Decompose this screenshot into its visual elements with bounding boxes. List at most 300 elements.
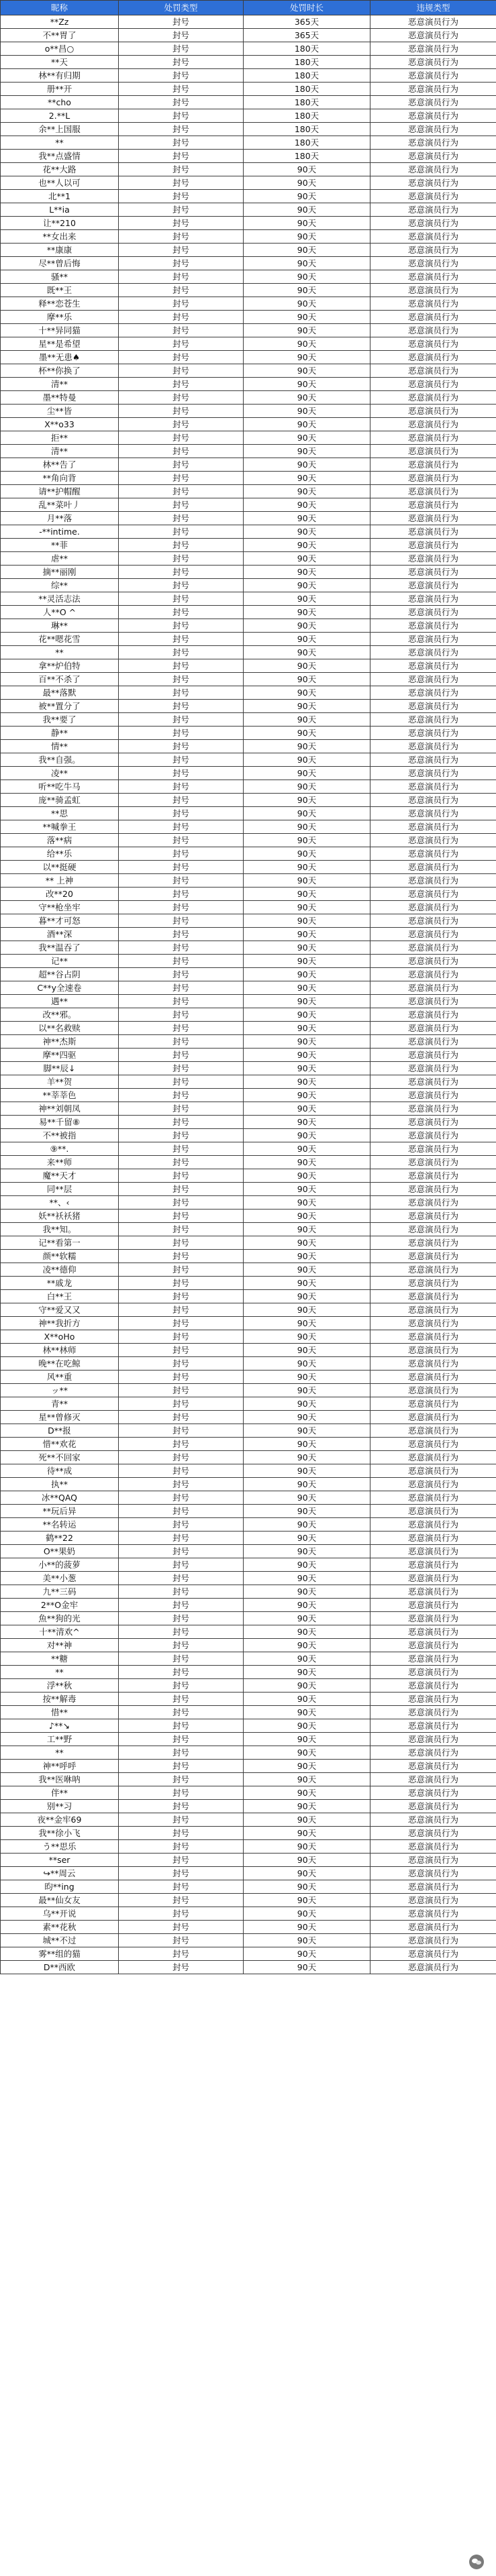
cell-nickname: **cho [1,96,119,109]
table-row [1,418,496,431]
cell-penalty-duration: 90天 [244,673,370,686]
cell-nickname: ** [1,136,119,150]
cell-penalty-type: 封号 [119,1303,244,1317]
cell-nickname: ** [1,646,119,659]
cell-penalty-type: 封号 [119,364,244,378]
cell-penalty-duration: 90天 [244,1907,370,1921]
table-row [1,995,496,1008]
cell-nickname: 骚** [1,270,119,284]
cell-penalty-duration: 90天 [244,512,370,525]
cell-penalty-duration: 90天 [244,659,370,673]
cell-penalty-type: 封号 [119,646,244,659]
cell-penalty-type: 封号 [119,1599,244,1612]
cell-nickname: 拒** [1,431,119,445]
cell-nickname: 凌** [1,767,119,780]
cell-penalty-duration: 90天 [244,646,370,659]
table-row [1,1813,496,1827]
table-row [1,1706,496,1719]
cell-violation-type: 恶意演员行为 [370,1639,496,1652]
cell-penalty-type: 封号 [119,579,244,592]
table-row [1,525,496,539]
table-row [1,445,496,458]
cell-violation-type: 恶意演员行为 [370,1102,496,1116]
cell-violation-type: 恶意演员行为 [370,311,496,324]
cell-penalty-type: 封号 [119,633,244,646]
cell-penalty-type: 封号 [119,713,244,727]
cell-penalty-duration: 90天 [244,968,370,981]
table-row [1,1652,496,1666]
cell-nickname: 晚**在吃鲸 [1,1357,119,1371]
cell-penalty-type: 封号 [119,1854,244,1867]
cell-nickname: **思 [1,807,119,820]
cell-violation-type: 恶意演员行为 [370,1196,496,1210]
cell-violation-type: 恶意演员行为 [370,1746,496,1760]
cell-penalty-duration: 90天 [244,1719,370,1733]
cell-nickname: 十**异同猫 [1,324,119,337]
table-row [1,69,496,83]
cell-penalty-duration: 90天 [244,1424,370,1438]
cell-penalty-duration: 90天 [244,995,370,1008]
cell-violation-type: 恶意演员行为 [370,351,496,364]
cell-penalty-duration: 90天 [244,592,370,606]
cell-penalty-type: 封号 [119,378,244,391]
cell-penalty-type: 封号 [119,418,244,431]
cell-nickname: 同**层 [1,1183,119,1196]
cell-penalty-type: 封号 [119,1344,244,1357]
cell-nickname: **天 [1,56,119,69]
cell-penalty-type: 封号 [119,1062,244,1075]
cell-penalty-duration: 180天 [244,96,370,109]
cell-nickname: **玩后异 [1,1505,119,1518]
table-row [1,1961,496,1974]
cell-penalty-type: 封号 [119,391,244,405]
table-row [1,1518,496,1532]
cell-nickname: 遇** [1,995,119,1008]
table-row [1,566,496,579]
cell-penalty-duration: 90天 [244,753,370,767]
cell-penalty-duration: 90天 [244,606,370,619]
cell-violation-type: 恶意演员行为 [370,1491,496,1505]
cell-nickname: 夜**金牢69 [1,1813,119,1827]
header-nickname: 昵称 [1,1,119,15]
cell-penalty-type: 封号 [119,351,244,364]
cell-penalty-type: 封号 [119,1008,244,1022]
cell-penalty-type: 封号 [119,1934,244,1947]
cell-violation-type: 恶意演员行为 [370,42,496,56]
cell-nickname: 美**小葱 [1,1572,119,1585]
cell-nickname: 十**清欢^ [1,1625,119,1639]
cell-penalty-duration: 90天 [244,203,370,217]
cell-nickname: ッ** [1,1384,119,1397]
cell-penalty-duration: 90天 [244,378,370,391]
table-row [1,458,496,472]
cell-nickname: 落**病 [1,834,119,847]
cell-penalty-duration: 90天 [244,458,370,472]
cell-violation-type: 恶意演员行为 [370,1008,496,1022]
cell-violation-type: 恶意演员行为 [370,1558,496,1572]
cell-nickname: 庞**骑孟虹 [1,794,119,807]
cell-penalty-duration: 90天 [244,834,370,847]
cell-violation-type: 恶意演员行为 [370,15,496,29]
cell-penalty-duration: 90天 [244,1290,370,1303]
table-row [1,1196,496,1210]
cell-violation-type: 恶意演员行为 [370,539,496,552]
table-row [1,1491,496,1505]
cell-violation-type: 恶意演员行为 [370,203,496,217]
cell-nickname: 暮**才可怒 [1,914,119,928]
cell-penalty-duration: 90天 [244,431,370,445]
cell-penalty-type: 封号 [119,69,244,83]
cell-violation-type: 恶意演员行为 [370,109,496,123]
cell-violation-type: 恶意演员行为 [370,498,496,512]
table-row [1,1357,496,1371]
cell-nickname: 我**徐小飞 [1,1827,119,1840]
cell-nickname: 我**知。 [1,1223,119,1236]
cell-nickname: 来**师 [1,1156,119,1169]
table-row [1,1290,496,1303]
cell-violation-type: 恶意演员行为 [370,646,496,659]
cell-penalty-type: 封号 [119,914,244,928]
table-row [1,190,496,203]
cell-penalty-type: 封号 [119,659,244,673]
cell-penalty-duration: 90天 [244,539,370,552]
cell-nickname: 摩**乐 [1,311,119,324]
cell-nickname: 伴** [1,1786,119,1800]
cell-violation-type: 恶意演员行为 [370,767,496,780]
cell-penalty-type: 封号 [119,1478,244,1491]
cell-nickname: **角向背 [1,472,119,485]
cell-nickname: 工**野 [1,1733,119,1746]
table-row [1,1558,496,1572]
cell-penalty-duration: 180天 [244,150,370,163]
cell-violation-type: 恶意演员行为 [370,861,496,874]
cell-violation-type: 恶意演员行为 [370,1867,496,1880]
cell-nickname: 脚**辰↓ [1,1062,119,1075]
cell-penalty-type: 封号 [119,1089,244,1102]
cell-penalty-duration: 90天 [244,1518,370,1532]
cell-penalty-type: 封号 [119,1585,244,1599]
cell-penalty-duration: 90天 [244,1464,370,1478]
cell-penalty-duration: 90天 [244,1921,370,1934]
cell-violation-type: 恶意演员行为 [370,753,496,767]
cell-violation-type: 恶意演员行为 [370,1854,496,1867]
cell-nickname: 也**人以可 [1,176,119,190]
cell-violation-type: 恶意演员行为 [370,1572,496,1585]
cell-nickname: 待**成 [1,1464,119,1478]
cell-penalty-type: 封号 [119,1746,244,1760]
cell-penalty-type: 封号 [119,1384,244,1397]
cell-penalty-duration: 90天 [244,1022,370,1035]
cell-penalty-duration: 90天 [244,888,370,901]
cell-penalty-type: 封号 [119,29,244,42]
table-row [1,1156,496,1169]
cell-nickname: 按**解毒 [1,1693,119,1706]
cell-violation-type: 恶意演员行为 [370,123,496,136]
cell-penalty-type: 封号 [119,498,244,512]
cell-violation-type: 恶意演员行为 [370,713,496,727]
table-row [1,941,496,955]
cell-penalty-duration: 90天 [244,1035,370,1049]
cell-nickname: **糖 [1,1652,119,1666]
cell-penalty-type: 封号 [119,1532,244,1545]
cell-penalty-type: 封号 [119,1116,244,1129]
cell-penalty-type: 封号 [119,337,244,351]
cell-violation-type: 恶意演员行为 [370,1049,496,1062]
cell-penalty-type: 封号 [119,740,244,753]
cell-penalty-type: 封号 [119,1679,244,1693]
cell-violation-type: 恶意演员行为 [370,1947,496,1961]
cell-penalty-duration: 90天 [244,1786,370,1800]
cell-violation-type: 恶意演员行为 [370,807,496,820]
wechat-icon [469,2555,484,2569]
cell-violation-type: 恶意演员行为 [370,1612,496,1625]
table-row [1,1934,496,1947]
table-row [1,686,496,700]
cell-nickname: ** [1,1746,119,1760]
cell-penalty-type: 封号 [119,901,244,914]
cell-nickname: 听**吃牛马 [1,780,119,794]
cell-penalty-duration: 90天 [244,1371,370,1384]
cell-penalty-duration: 90天 [244,1572,370,1585]
cell-penalty-duration: 90天 [244,619,370,633]
cell-penalty-duration: 90天 [244,914,370,928]
cell-penalty-duration: 90天 [244,1196,370,1210]
cell-nickname: 风**重 [1,1371,119,1384]
cell-penalty-type: 封号 [119,284,244,297]
cell-penalty-duration: 90天 [244,1411,370,1424]
cell-penalty-type: 封号 [119,1706,244,1719]
cell-violation-type: 恶意演员行为 [370,364,496,378]
cell-nickname: 拿**炉伯特 [1,659,119,673]
cell-penalty-type: 封号 [119,700,244,713]
cell-penalty-duration: 90天 [244,270,370,284]
table-row [1,834,496,847]
cell-penalty-type: 封号 [119,136,244,150]
cell-violation-type: 恶意演员行为 [370,1062,496,1075]
cell-penalty-type: 封号 [119,1169,244,1183]
cell-penalty-type: 封号 [119,1894,244,1907]
cell-nickname: 林**林师 [1,1344,119,1357]
cell-penalty-type: 封号 [119,1880,244,1894]
cell-nickname: う**思乐 [1,1840,119,1854]
table-row [1,485,496,498]
cell-penalty-type: 封号 [119,203,244,217]
cell-violation-type: 恶意演员行为 [370,324,496,337]
cell-violation-type: 恶意演员行为 [370,1599,496,1612]
cell-penalty-type: 封号 [119,1773,244,1786]
table-row [1,217,496,230]
table-row [1,888,496,901]
cell-penalty-duration: 90天 [244,874,370,888]
table-row [1,56,496,69]
cell-nickname: 给**乐 [1,847,119,861]
cell-nickname: 情** [1,740,119,753]
cell-penalty-duration: 90天 [244,1062,370,1075]
cell-penalty-duration: 90天 [244,1478,370,1491]
cell-violation-type: 恶意演员行为 [370,1532,496,1545]
cell-penalty-type: 封号 [119,42,244,56]
cell-penalty-duration: 90天 [244,1451,370,1464]
cell-nickname: 以**名救赎 [1,1022,119,1035]
cell-penalty-duration: 90天 [244,297,370,311]
cell-nickname: 2**O金牢 [1,1599,119,1612]
cell-penalty-duration: 90天 [244,418,370,431]
cell-penalty-duration: 365天 [244,29,370,42]
cell-penalty-type: 封号 [119,109,244,123]
cell-penalty-type: 封号 [119,1840,244,1854]
cell-nickname: **戚龙 [1,1277,119,1290]
cell-nickname: 摘**丽刚 [1,566,119,579]
cell-penalty-duration: 90天 [244,794,370,807]
cell-violation-type: 恶意演员行为 [370,176,496,190]
cell-penalty-type: 封号 [119,968,244,981]
cell-violation-type: 恶意演员行为 [370,1666,496,1679]
cell-penalty-duration: 90天 [244,686,370,700]
table-row [1,1210,496,1223]
cell-penalty-type: 封号 [119,1786,244,1800]
cell-violation-type: 恶意演员行为 [370,1210,496,1223]
cell-nickname: O**果奶 [1,1545,119,1558]
table-row [1,1183,496,1196]
cell-penalty-duration: 90天 [244,230,370,244]
cell-violation-type: 恶意演员行为 [370,378,496,391]
cell-violation-type: 恶意演员行为 [370,1156,496,1169]
cell-penalty-type: 封号 [119,56,244,69]
table-row [1,659,496,673]
cell-violation-type: 恶意演员行为 [370,1142,496,1156]
cell-nickname: L**ia [1,203,119,217]
cell-violation-type: 恶意演员行为 [370,1518,496,1532]
cell-penalty-type: 封号 [119,1518,244,1532]
table-row [1,123,496,136]
cell-nickname: 改**邪。 [1,1008,119,1022]
cell-violation-type: 恶意演员行为 [370,659,496,673]
table-row [1,311,496,324]
cell-penalty-type: 封号 [119,566,244,579]
table-row [1,176,496,190]
cell-nickname: 林**告了 [1,458,119,472]
cell-penalty-duration: 90天 [244,498,370,512]
table-row [1,780,496,794]
table-row [1,498,496,512]
cell-violation-type: 恶意演员行为 [370,1330,496,1344]
cell-nickname: 妖**袄袄猪 [1,1210,119,1223]
cell-nickname: 我**医咻呐 [1,1773,119,1786]
cell-violation-type: 恶意演员行为 [370,1921,496,1934]
cell-nickname: 尽**曾后悔 [1,257,119,270]
cell-violation-type: 恶意演员行为 [370,928,496,941]
cell-violation-type: 恶意演员行为 [370,1961,496,1974]
table-row [1,1384,496,1397]
cell-violation-type: 恶意演员行为 [370,1827,496,1840]
table-row [1,1263,496,1277]
table-row [1,1666,496,1679]
cell-penalty-duration: 90天 [244,1840,370,1854]
cell-violation-type: 恶意演员行为 [370,579,496,592]
cell-penalty-type: 封号 [119,525,244,539]
cell-nickname: X**o33 [1,418,119,431]
table-row [1,753,496,767]
table-row [1,794,496,807]
cell-violation-type: 恶意演员行为 [370,337,496,351]
cell-penalty-type: 封号 [119,1049,244,1062]
table-row [1,1464,496,1478]
cell-penalty-duration: 90天 [244,337,370,351]
cell-violation-type: 恶意演员行为 [370,472,496,485]
cell-penalty-duration: 90天 [244,244,370,257]
cell-violation-type: 恶意演员行为 [370,981,496,995]
cell-penalty-duration: 90天 [244,1008,370,1022]
cell-penalty-type: 封号 [119,888,244,901]
cell-nickname: 不**胃了 [1,29,119,42]
table-row [1,807,496,820]
cell-violation-type: 恶意演员行为 [370,1357,496,1371]
cell-nickname: **莘莘色 [1,1089,119,1102]
cell-penalty-type: 封号 [119,1921,244,1934]
cell-violation-type: 恶意演员行为 [370,834,496,847]
table-row [1,1854,496,1867]
table-row [1,136,496,150]
cell-violation-type: 恶意演员行为 [370,968,496,981]
cell-violation-type: 恶意演员行为 [370,901,496,914]
cell-nickname: 以**挺硬 [1,861,119,874]
cell-nickname: 浮**秋 [1,1679,119,1693]
cell-penalty-duration: 90天 [244,807,370,820]
table-row [1,364,496,378]
cell-nickname: 人**O ^ [1,606,119,619]
cell-violation-type: 恶意演员行为 [370,1075,496,1089]
table-row [1,1277,496,1290]
cell-penalty-type: 封号 [119,1371,244,1384]
cell-violation-type: 恶意演员行为 [370,1424,496,1438]
cell-penalty-duration: 90天 [244,391,370,405]
table-row [1,1438,496,1451]
cell-penalty-duration: 90天 [244,1303,370,1317]
cell-penalty-duration: 90天 [244,1384,370,1397]
cell-penalty-duration: 90天 [244,1706,370,1719]
cell-penalty-duration: 90天 [244,820,370,834]
cell-penalty-type: 封号 [119,1760,244,1773]
cell-nickname: 我**要了 [1,713,119,727]
table-row [1,539,496,552]
cell-penalty-type: 封号 [119,1263,244,1277]
cell-penalty-type: 封号 [119,445,244,458]
table-row [1,284,496,297]
cell-nickname: 余**上国服 [1,123,119,136]
table-row [1,1505,496,1518]
cell-penalty-type: 封号 [119,995,244,1008]
cell-violation-type: 恶意演员行为 [370,458,496,472]
table-row [1,257,496,270]
cell-nickname: 乌**开说 [1,1907,119,1921]
cell-penalty-type: 封号 [119,190,244,203]
cell-violation-type: 恶意演员行为 [370,1773,496,1786]
cell-penalty-duration: 90天 [244,1438,370,1451]
cell-penalty-duration: 90天 [244,405,370,418]
cell-nickname: ** 上神 [1,874,119,888]
cell-penalty-duration: 90天 [244,1666,370,1679]
cell-violation-type: 恶意演员行为 [370,284,496,297]
cell-penalty-type: 封号 [119,1210,244,1223]
cell-penalty-duration: 90天 [244,1746,370,1760]
cell-penalty-type: 封号 [119,297,244,311]
cell-violation-type: 恶意演员行为 [370,847,496,861]
cell-violation-type: 恶意演员行为 [370,1505,496,1518]
table-row [1,1679,496,1693]
cell-nickname: ⑨**. [1,1142,119,1156]
table-row [1,230,496,244]
cell-nickname: 鹤**22 [1,1532,119,1545]
